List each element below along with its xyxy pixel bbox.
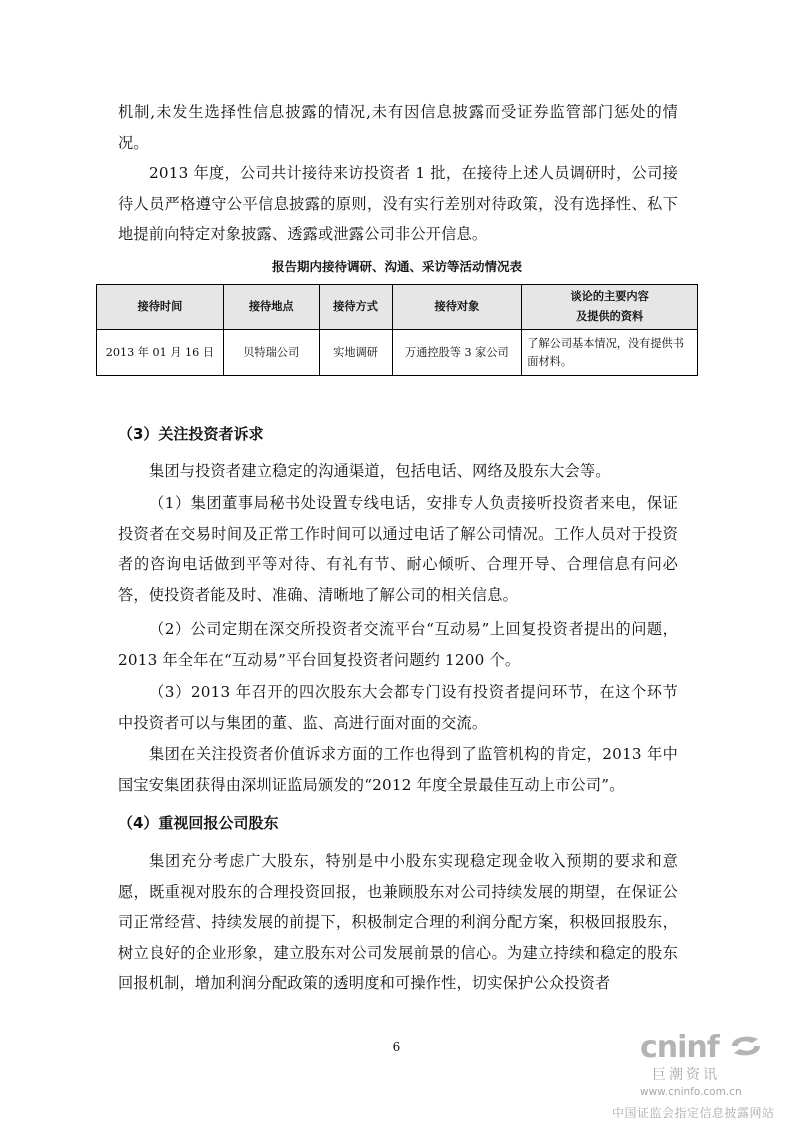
reception-table xyxy=(96,284,698,376)
section-3-heading: （3）关注投资者诉求 xyxy=(118,425,264,443)
page-number: 6 xyxy=(392,1040,401,1054)
watermark-url: www.cninfo.com.cn xyxy=(640,1086,742,1098)
section-4-heading: （4）重视回报公司股东 xyxy=(118,814,279,832)
cninfo-watermark xyxy=(600,1022,790,1122)
section-3-paragraph-4: （3）2013 年召开的四次股东大会都专门设有投资者提问环节，在这个环节中投资者可以与集团的董、监、高进行面对面的交流。 xyxy=(118,683,678,732)
section-3-paragraph-3: （2）公司定期在深交所投资者交流平台“互动易”上回复投资者提出的问题，2013 年全年在“互动易”平台回复投资者问题约 1200 个。 xyxy=(118,620,678,669)
section-3-paragraph-1: 集团与投资者建立稳定的沟通渠道，包括电话、网络及股东大会等。 xyxy=(149,462,611,480)
cninfo-swirl-icon xyxy=(726,1032,766,1060)
header-time: 接待时间 xyxy=(97,285,224,330)
watermark-slogan: 中国证监会指定信息披露网站 xyxy=(612,1106,775,1120)
header-content-line-1: 谈论的主要内容 xyxy=(570,290,649,303)
header-place: 接待地点 xyxy=(223,285,319,330)
header-content xyxy=(522,285,698,330)
header-method: 接待方式 xyxy=(319,285,392,330)
table-caption: 报告期内接待调研、沟通、采访等活动情况表 xyxy=(271,259,522,274)
intro-paragraph-2: 2013 年度，公司共计接待来访投资者 1 批，在接待上述人员调研时，公司接待人员严格遵守公平信息披露的原则，没有实行差别对待政策，没有选择性、私下地提前向特定对象披露、透露或泄露公司非公开信息。 xyxy=(118,164,678,243)
intro-paragraph-1: 机制,未发生选择性信息披露的情况,未有因信息披露而受证券监管部门惩处的情况。 xyxy=(118,103,678,152)
watermark-chinese-name: 巨潮资讯 xyxy=(652,1067,720,1083)
section-3-paragraph-2: （1）集团董事局秘书处设置专线电话，安排专人负责接听投资者来电，保证投资者在交易时间及正常工作时间可以通过电话了解公司情况。工作人员对于投资者的咨询电话做到平等对待、有礼有节、耐心倾听、合理开导、合理信息有问必答，使投资者能及时、准确、清晰地了解公司的相关信息。 xyxy=(118,494,678,604)
header-content-line-2: 及提供的资料 xyxy=(576,310,644,323)
header-target: 接待对象 xyxy=(392,285,522,330)
cell-time: 2013 年 01 月 16 日 xyxy=(97,330,224,376)
section-3-paragraph-5: 集团在关注投资者价值诉求方面的工作也得到了监管机构的肯定，2013 年中国宝安集团获得由深圳证监局颁发的“2012 年度全景最佳互动上市公司”。 xyxy=(118,745,678,794)
table-row xyxy=(97,330,698,376)
table-header-row xyxy=(97,285,698,330)
section-4-paragraph-1: 集团充分考虑广大股东，特别是中小股东实现稳定现金收入预期的要求和意愿，既重视对股东的合理投资回报，也兼顾股东对公司持续发展的期望，在保证公司正常经营、持续发展的前提下，积极制定合理的利润分配方案，积极回报股东，树立良好的企业形象，建立股东对公司发展前景的信心。为建立持续和稳定的股东回报机制，增加利润分配政策的透明度和可操作性，切实保护公众投资者 xyxy=(118,852,678,992)
cell-content: 了解公司基本情况，没有提供书面材料。 xyxy=(522,330,698,376)
cell-method: 实地调研 xyxy=(319,330,392,376)
cell-place: 贝特瑞公司 xyxy=(223,330,319,376)
cell-target: 万通控股等 3 家公司 xyxy=(392,330,522,376)
watermark-brand: cninf xyxy=(640,1030,719,1065)
